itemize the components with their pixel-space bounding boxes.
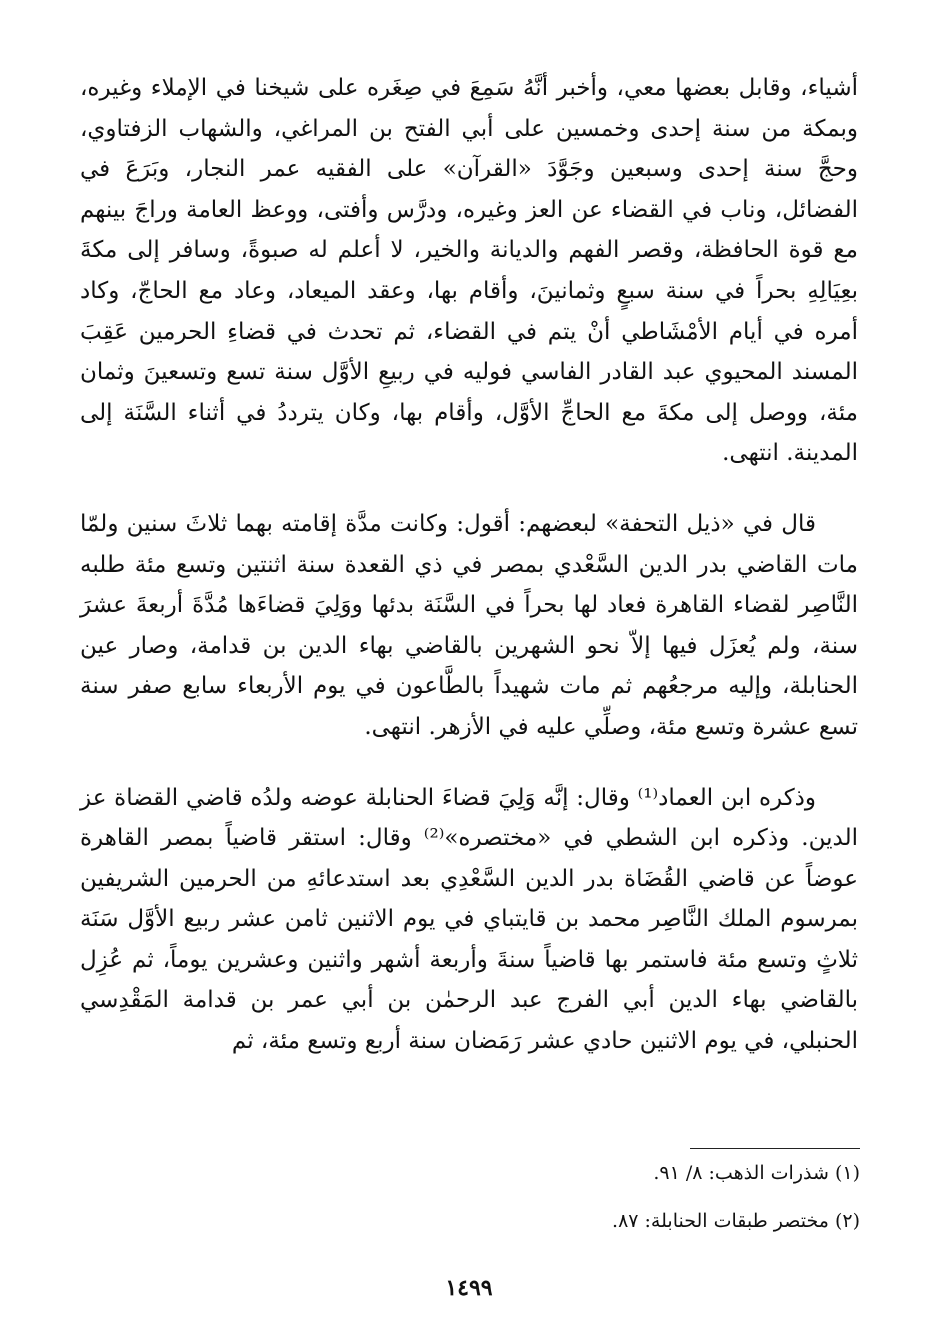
paragraph-3-text: وذكره ابن العماد⁽¹⁾ وقال: إنَّه وَلِيَ قضاءَ الحنابلة عوضه ولدُه قاضي القضاة عز الدين. وذكره ابن الشطي في «مختصره»⁽²⁾ وقال: استقر قاضياً بمصر القاهرة عوضاً عن قاضي القُضَاة بدر الدين السَّعْدِي بعد استدعائهِ من الحرمين الشريفين بمرسوم الملك النَّاصِر محمد بن قايتباي في يوم الاثنين ثامن عشر ربيع الأوَّل سَنَة ثلاثٍ وتسع مئة فاستمر بها قاضياً سنةَ وأربعة أشهر واثنين وعشرين يوماً، ثم عُزِل بالقاضي بهاء الدين أبي الفرج عبد الرحمٰن بن أبي عمر بن قدامة المَقْدِسي الحنبلي، في يوم الاثنين حادي عشر رَمَضان سنة أربع وتسع مئة، ثم (80, 784, 858, 1055)
footnote-1: (١) شذرات الذهب: ٨/ ٩١. (653, 1162, 860, 1184)
paragraph-1 (80, 68, 858, 474)
footnotes (480, 1160, 860, 1256)
paragraph-2 (80, 504, 858, 748)
paragraph-3 (80, 778, 858, 1062)
page-number: ١٤٩٩ (445, 1275, 493, 1301)
footnote-separator (690, 1148, 860, 1149)
paragraph-2-text: قال في «ذيل التحفة» لبعضهم: أقول: وكانت مدَّة إقامته بهما ثلاثَ سنين ولمّا مات القاضي بدر الدين السَّعْدي بمصر في ذي القعدة سنة اثنتين وتسع مئة طلبه النَّاصِر لقضاء القاهرة فعاد لها بحراً في السَّنَة بدئها ووَلِيَ قضاءَها مُدَّةَ أربعةَ عشرَ سنة، ولم يُعزَل فيها إلاّ نحو الشهرين بالقاضي بهاء الدين بن قدامة، وصار عين الحنابلة، وإليه مرجعُهم ثم مات شهيداً بالطَّاعون في يوم الأربعاء سابع صفر سنة تسع عشرة وتسع مئة، وصلِّي عليه في الأزهر. انتهى. (80, 510, 858, 740)
main-text (80, 68, 858, 1062)
paragraph-1-text: أشياء، وقابل بعضها معي، وأخبر أنَّهُ سَمِعَ في صِغَره على شيخنا في الإملاء وغيره، وبمكة من سنة إحدى وخمسين على أبي الفتح بن المراغي، والشهاب الزفتاوي، وحجَّ سنة إحدى وسبعين وجَوَّدَ «القرآن» على الفقيه عمر النجار، وبَرَعَ في الفضائل، وناب في القضاء عن العز وغيره، ودرَّس وأفتى، ووعظ العامة وراجَ بينهم مع قوة الحافظة، وقصر الفهم والديانة والخير، لا أعلم له صبوةً، وسافر إلى مكةَ بعِيَالِهِ بحراً في سنة سبعٍ وثمانينَ، وأقام بها، وعقد الميعاد، وعاد مع الحاجّ، وكاد أمره في أيام الأمْشَاطي أنْ يتم في القضاء، ثم تحدث في قضاءِ الحرمين عَقِبَ المسند المحيوي عبد القادر الفاسي فوليه في ربيعِ الأوَّل سنة تسع وتسعينَ وثمان مئة، ووصل إلى مكةَ مع الحاجِّ الأوَّل، وأقام بها، وكان يترددُ في أثناء السَّنَة إلى المدينة. انتهى. (80, 75, 858, 467)
footnote-2: (٢) مختصر طبقات الحنابلة: ٨٧. (612, 1210, 860, 1232)
